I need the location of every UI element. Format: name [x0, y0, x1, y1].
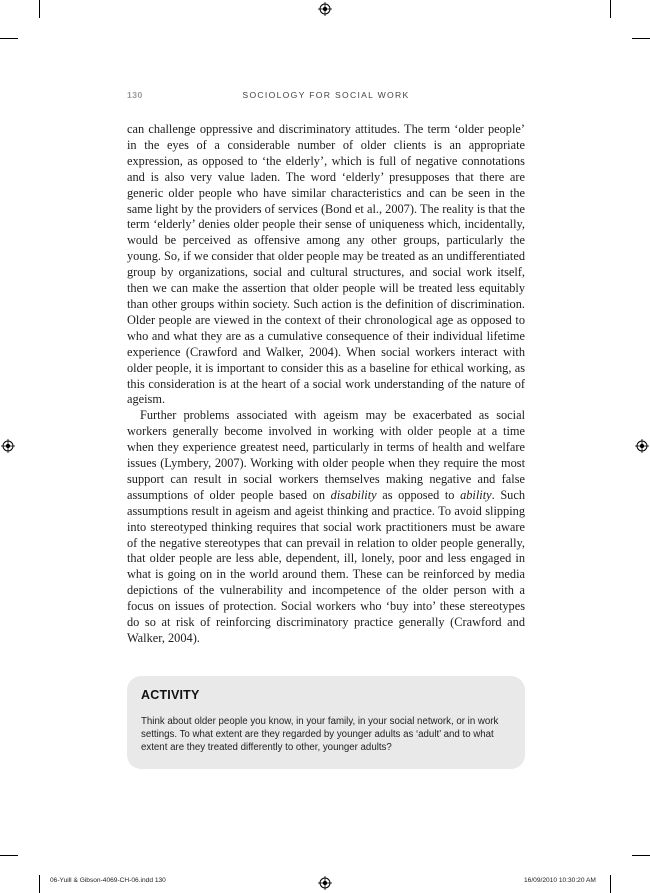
- crop-mark: [632, 855, 650, 856]
- page-number: 130: [127, 90, 143, 100]
- paragraph-1: can challenge oppressive and discriminatory attitudes. The term ‘older people’ in the eyes of a considerable number of older clients is an appropriate expression, as opposed to ‘the elderly’, which is full of negative connotations and is also very value laden. The word ‘elderly’ presupposes that there are generic older people who have similar characteristics and can be seen in the same light by the providers of services (Bond et al., 2007). The reality is that the term ‘elderly’ denies older people their sense of uniqueness which, incidentally, would be perceived as offensive among any other groups, particularly the young. So, if we consider that older people may be treated as an undifferentiated group by organizations, social and cultural structures, and social work itself, then we can make the assertion that older people will be treated less equitably than other groups within society. Such action is the definition of discrimination. Older people are viewed in the context of their chronological age as opposed to who and what they are as a cumulative consequence of their individual lifetime experience (Crawford and Walker, 2004). When social workers interact with older people, it is important to consider this as a baseline for ethical working, as this consideration is at the heart of a social work understanding of the nature of ageism.: [127, 122, 525, 407]
- slug-file-info: 06-Yuill & Gibson-4069-CH-06.indd 130: [50, 877, 166, 884]
- body-text: [127, 122, 525, 647]
- crop-mark: [0, 38, 18, 39]
- registration-mark-icon: [1, 439, 15, 453]
- paragraph-2-text: Further problems associated with ageism may be exacerbated as social workers generally become involved in working with older people at a time when they experience greatest need, particularly in terms of health and welfare issues (Lymbery, 2007). Working with older people when they require the most support can result in social workers themselves making negative and false assumptions of older people based on: [127, 408, 525, 502]
- crop-mark: [0, 855, 18, 856]
- crop-mark: [632, 38, 650, 39]
- activity-text: Think about older people you know, in your family, in your social network, or in work settings. To what extent are they regarded by younger adults as ‘adult’ and to what extent are they treated differently to other, younger adults?: [141, 716, 499, 754]
- crop-mark: [39, 0, 40, 18]
- paragraph-2: [127, 408, 525, 647]
- registration-mark-icon: [635, 439, 649, 453]
- book-title: SOCIOLOGY FOR SOCIAL WORK: [242, 90, 410, 100]
- activity-box: [127, 676, 525, 769]
- slug-timestamp: 16/09/2010 10:30:20 AM: [524, 877, 596, 884]
- emphasis-disability: disability: [330, 487, 377, 502]
- emphasis-ability: ability: [460, 487, 492, 502]
- crop-mark: [610, 0, 611, 18]
- registration-mark-icon: [318, 2, 332, 16]
- crop-mark: [39, 875, 40, 893]
- crop-mark: [610, 875, 611, 893]
- registration-mark-icon: [318, 876, 332, 890]
- paragraph-2-text: . Such assumptions result in ageism and ageist thinking and practice. To avoid slipping into stereotyped thinking requires that social work practitioners must be aware of the negative stereotypes that can prevail in relation to older people generally, that older people are less able, dependent, ill, lonely, poor and less engaged in what is going on in the world around them. These can be reinforced by media depictions of the vulnerability and incompetence of the older person with a focus on issues of protection. Social workers who ‘buy into’ these stereotypes do so at risk of reinforcing discriminatory practice generally (Crawford and Walker, 2004).: [127, 487, 526, 645]
- paragraph-2-text: as opposed to: [376, 487, 461, 502]
- activity-heading: ACTIVITY: [141, 688, 200, 702]
